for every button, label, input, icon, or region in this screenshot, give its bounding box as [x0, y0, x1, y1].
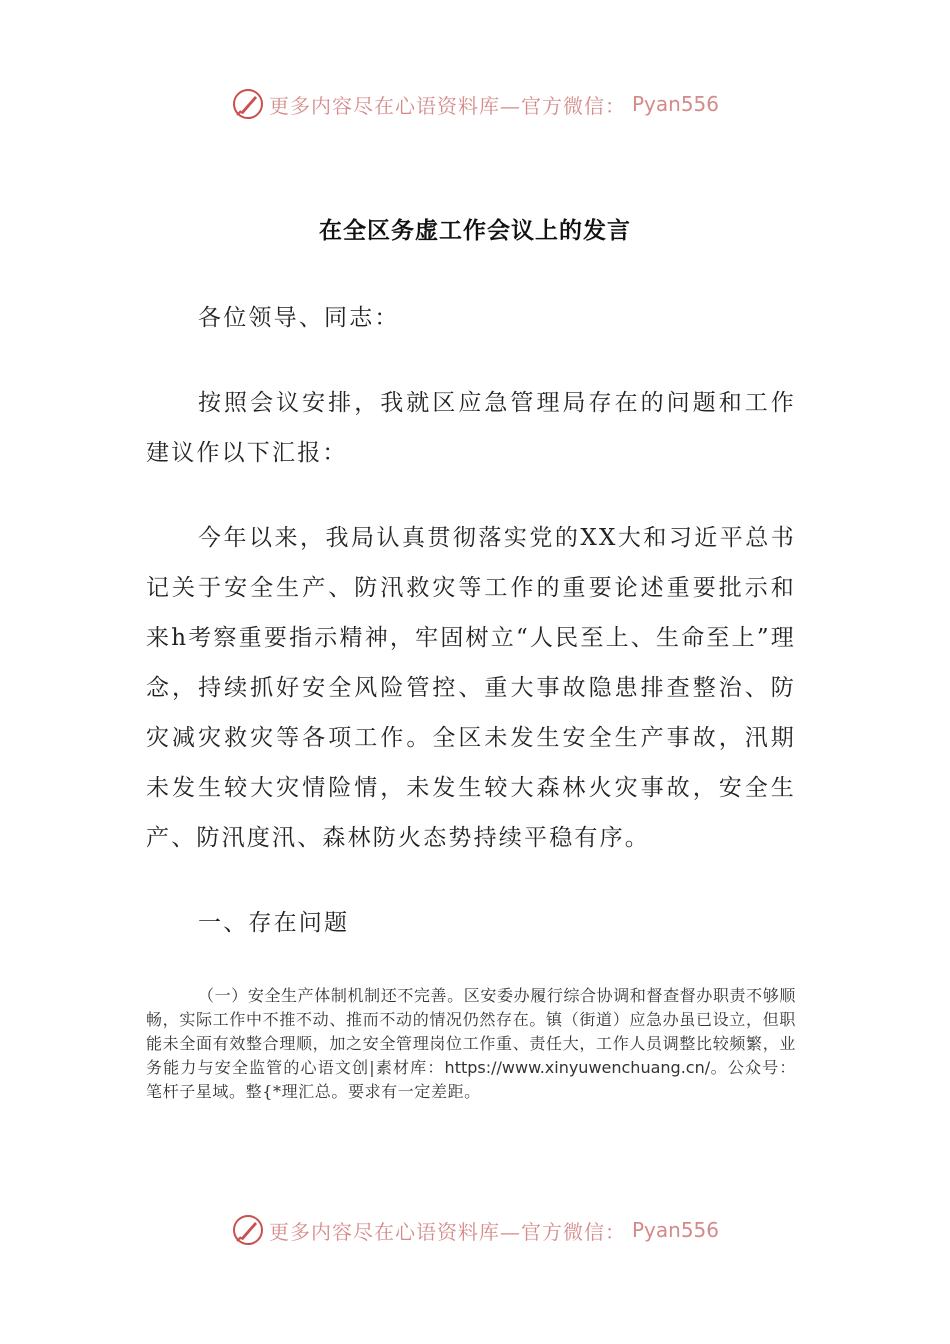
watermark-banner-bottom [0, 1210, 950, 1250]
main-paragraph: 今年以来，我局认真贯彻落实党的XX大和习近平总书记关于安全生产、防汛救灾等工作的重要论述重要批示和来h考察重要指示精神，牢固树立“人民至上、生命至上”理念，持续抓好安全风险管控、重大事故隐患排查整治、防灾减灾救灾等各项工作。全区未发生安全生产事故，汛期未发生较大灾情险情，未发生较大森林火灾事故，安全生产、防汛度汛、森林防火态势持续平稳有序。 [146, 525, 796, 851]
watermark-wechat-id: Pyan556 [631, 92, 719, 116]
greeting: 各位领导、同志： [198, 305, 400, 331]
subsection-text-part1: （一）安全生产体制机制还不完善。区安委办履行综合协调和督查督办职责不够顺畅，实际工作中不推不动、推而不动的情况仍然存在。镇（街道）应急办虽已设立，但职能未全面有效整合理顺，加之安全管理岗位工作重、责任大，工作人员调整比较频繁，业务能力与安全监管的心语文创|素材库： [146, 986, 796, 1077]
subsection-text-part2: 。公众号：笔杆子星域。整{*理汇总。要求有一定差距。 [146, 1058, 796, 1101]
watermark-wechat-id: Pyan556 [631, 1218, 719, 1242]
subsection-paragraph [146, 984, 796, 1104]
intro-paragraph: 按照会议安排，我就区应急管理局存在的问题和工作建议作以下汇报： [146, 390, 796, 466]
subsection-url: https://www.xinyuwenchuang.cn/ [444, 1058, 711, 1077]
watermark-text: 更多内容尽在心语资料库—官方微信： [268, 93, 626, 118]
watermark-text: 更多内容尽在心语资料库—官方微信： [268, 1219, 626, 1244]
document-title: 在全区务虚工作会议上的发言 [319, 217, 631, 244]
quill-pen-icon [231, 87, 265, 121]
watermark-banner-top [0, 84, 950, 124]
quill-pen-icon [231, 1213, 265, 1247]
section-heading: 一、存在问题 [198, 910, 350, 936]
